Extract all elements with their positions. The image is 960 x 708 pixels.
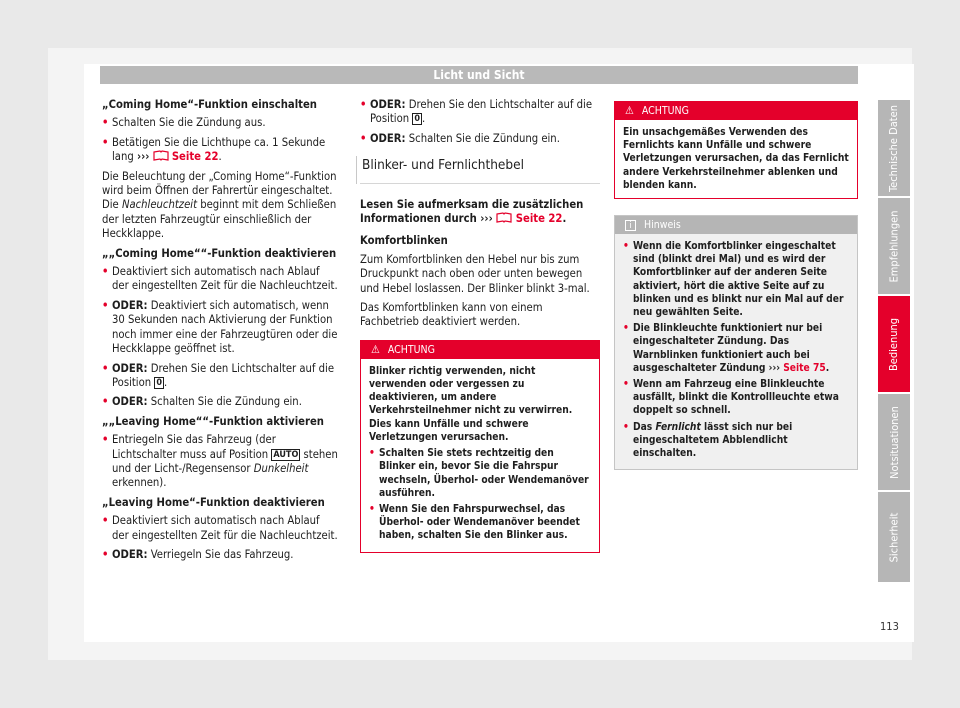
- column-right: [614, 98, 858, 470]
- heading-leaving-home-on: „„Leaving Home““-Funktion aktivieren: [102, 414, 324, 428]
- list-item: • Wenn Sie den Fahrspurwechsel, das Überhol- oder Wendemanöver beendet haben, schalten Sie den Blinker aus.: [369, 503, 580, 542]
- paragraph: Das Komfortblinken kann von einem Fachbetrieb deaktiviert werden.: [360, 301, 543, 329]
- page-number: 113: [880, 620, 899, 633]
- column-middle: [360, 98, 600, 553]
- bullet-icon: •: [369, 448, 375, 460]
- switch-position-0-icon: 0: [156, 377, 162, 388]
- page-reference-link[interactable]: Seite 22: [515, 212, 563, 226]
- bullet-icon: •: [360, 98, 367, 111]
- heading-coming-home-off: „„Coming Home““-Funktion deaktivieren: [102, 246, 337, 260]
- column-left: [102, 98, 338, 567]
- bullet-icon: •: [102, 265, 109, 279]
- bullet-icon: •: [102, 298, 109, 312]
- intro-text: Lesen Sie aufmerksam die zusätzlichen Informationen durch ››› Seite 22.: [360, 197, 584, 226]
- list-item: • Betätigen Sie die Lichthupe ca. 1 Sekunde lang ››› Seite 22.: [102, 135, 326, 164]
- bullet-icon: •: [102, 116, 109, 130]
- bullet-icon: •: [102, 433, 109, 447]
- bullet-icon: •: [102, 514, 109, 528]
- warning-title: ⚠ ACHTUNG: [361, 341, 599, 359]
- bullet-icon: •: [102, 395, 109, 409]
- bullet-icon: •: [102, 361, 109, 375]
- list-item: • Deaktiviert sich automatisch nach Ablauf der eingestellten Zeit für die Nachleuchtzeit.: [102, 514, 338, 542]
- heading-coming-home-on: „Coming Home“-Funktion einschalten: [102, 98, 317, 111]
- list-item: • Das Fernlicht lässt sich nur bei eingeschaltetem Abblendlicht einschalten.: [623, 421, 793, 460]
- warning-box: [360, 340, 600, 553]
- bullet-icon: •: [623, 241, 629, 253]
- list-item: • ODER: Schalten Sie die Zündung ein.: [360, 131, 560, 145]
- list-item: • ODER: Deaktiviert sich automatisch, wenn 30 Sekunden nach Aktivierung der Funktion noch immer eine der Fahrzeugtüren oder die Heckklappe geöffnet ist.: [102, 298, 338, 356]
- tab-technische-daten[interactable]: Technische Daten: [878, 100, 910, 196]
- tab-empfehlungen[interactable]: Empfehlungen: [878, 198, 910, 294]
- bullet-icon: •: [360, 131, 367, 145]
- book-icon: [496, 212, 512, 223]
- paragraph: Zum Komfortblinken den Hebel nur bis zum Druckpunkt nach oben oder unten bewegen und Hebel loslassen. Der Blinker blinkt 3-mal.: [360, 252, 590, 295]
- page-header: Licht und Sicht: [100, 66, 858, 84]
- list-item: • Schalten Sie die Zündung aus.: [102, 116, 266, 130]
- page-reference-link[interactable]: Seite 75: [783, 362, 826, 374]
- list-item: • Die Blinkleuchte funktioniert nur bei eingeschalteter Zündung. Das Warnblinken funktioniert auch bei ausgeschalteter Zündung ››› Seite 75.: [623, 323, 830, 374]
- note-title: i Hinweis: [615, 216, 857, 234]
- bullet-icon: •: [623, 323, 629, 335]
- bullet-icon: •: [623, 421, 629, 433]
- warning-box: [614, 101, 858, 199]
- page-reference-link[interactable]: Seite 22: [171, 150, 219, 164]
- tab-sicherheit[interactable]: Sicherheit: [878, 492, 910, 582]
- bullet-icon: •: [102, 547, 109, 561]
- list-item: • Wenn die Komfortblinker eingeschaltet sind (blinkt drei Mal) und es wird der Komfortblinker auf der anderen Seite aktiviert, hört die aktive Seite auf zu blinken und es blinkt nur ein Mal auf der neu gewählten Seite.: [623, 241, 844, 319]
- list-item: • Wenn am Fahrzeug eine Blinkleuchte ausfällt, blinkt die Kontrollleuchte etwa doppelt so schnell.: [623, 379, 839, 417]
- switch-position-0-icon: 0: [414, 114, 420, 125]
- warning-body: Blinker richtig verwenden, nicht verwenden oder vergessen zu deaktivieren, um andere Verkehrsteilnehmer nicht zu verwirren. Dies kann Unfälle und schwere Verletzungen verursachen. • Schalten Sie stets rechtzeitig den Blinker ein, bevor Sie die Fahrspur wechseln, Überhol- oder Wendemanöver ausführen. • Wenn Sie den Fahrspurwechsel, das Überhol- oder Wendemanöver beendet haben, schalten Sie den Blinker aus.: [361, 359, 599, 552]
- tab-notsituationen[interactable]: Notsituationen: [878, 394, 910, 490]
- list-item: • Deaktiviert sich automatisch nach Ablauf der eingestellten Zeit für die Nachleuchtzeit.: [102, 265, 338, 293]
- switch-position-auto-icon: AUTO: [273, 449, 299, 460]
- list-item: • Schalten Sie stets rechtzeitig den Blinker ein, bevor Sie die Fahrspur wechseln, Überhol- oder Wendemanöver ausführen.: [369, 448, 589, 499]
- warning-triangle-icon: ⚠: [371, 342, 380, 356]
- warning-triangle-icon: ⚠: [625, 104, 634, 117]
- bullet-icon: •: [623, 379, 629, 391]
- list-item: • ODER: Verriegeln Sie das Fahrzeug.: [102, 547, 294, 561]
- section-title: Blinker- und Fernlichthebel: [360, 154, 600, 183]
- bullet-icon: •: [102, 135, 109, 149]
- list-item: • ODER: Drehen Sie den Lichtschalter auf die Position 0 .: [102, 361, 335, 389]
- list-item: • ODER: Schalten Sie die Zündung ein.: [102, 395, 302, 409]
- note-box: [614, 215, 858, 470]
- info-icon: i: [625, 220, 636, 231]
- heading-komfortblinken: Komfortblinken: [360, 234, 448, 248]
- note-body: [615, 234, 857, 469]
- tab-bedienung[interactable]: Bedienung: [878, 296, 910, 392]
- warning-body: Ein unsachgemäßes Verwenden des Fernlichts kann Unfälle und schwere Verletzungen verursachen, da das Fernlicht andere Verkehrsteilnehmer ablenken und blenden kann.: [623, 127, 849, 191]
- bullet-icon: •: [369, 503, 375, 515]
- warning-title: ⚠ ACHTUNG: [615, 102, 857, 120]
- list-item: • Entriegeln Sie das Fahrzeug (der Lichtschalter muss auf Position AUTO stehen und der Licht-/Regensensor Dunkelheit erkennen).: [102, 433, 338, 490]
- paragraph: Die Beleuchtung der „Coming Home“-Funktion wird beim Öffnen der Fahrertür eingeschaltet. Die Nachleuchtzeit beginnt mit dem Schließen der letzten Fahrzeugtür einschließlich der Heckklappe.: [102, 169, 337, 241]
- book-icon: [153, 150, 169, 161]
- list-item: • ODER: Drehen Sie den Lichtschalter auf die Position 0 .: [360, 98, 593, 126]
- heading-leaving-home-off: „Leaving Home“-Funktion deaktivieren: [102, 495, 325, 509]
